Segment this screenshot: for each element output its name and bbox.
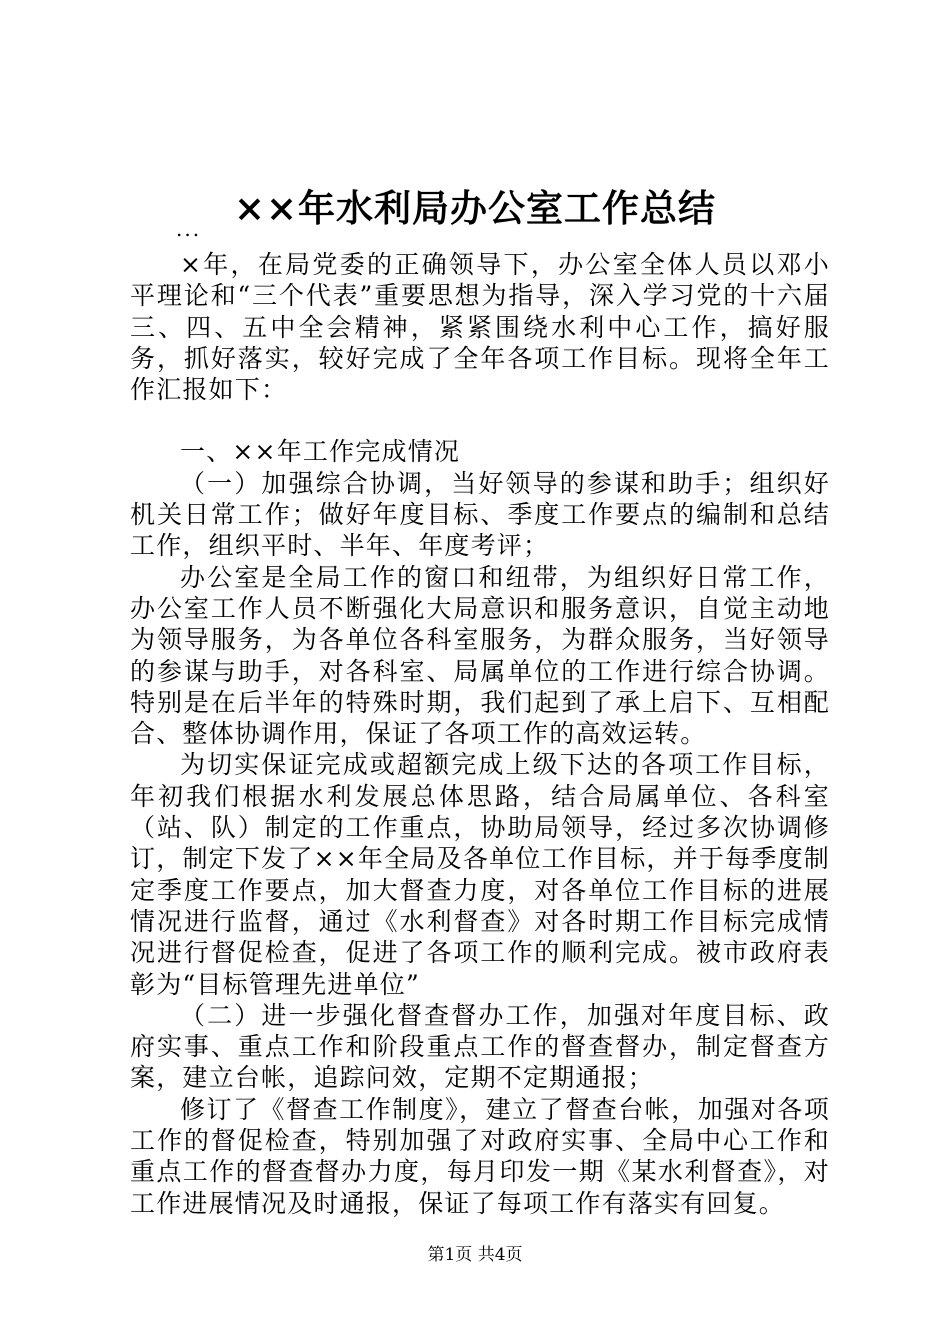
section-heading: 一、××年工作完成情况 xyxy=(180,437,461,467)
paragraph-office-role: 办公室是全局工作的窗口和纽带，为组织好日常工作，办公室工作人员不断强化大局意识和服务意识，自觉主动地为领导服务，为各单位各科室服务，为群众服务，当好领导的参谋与助手，对各科室、局属单位的工作进行综合协调。特别是在后半年的特殊时期，我们起到了承上启下、互相配合、整体协调作用，保证了各项工作的高效运转。 xyxy=(130,562,830,749)
paragraph-targets: 为切实保证完成或超额完成上级下达的各项工作目标，年初我们根据水利发展总体思路，结合局属单位、各科室（站、队）制定的工作重点，协助局领导，经过多次协调修订，制定下发了××年全局及各单位工作目标，并于每季度制定季度工作要点，加大督查力度，对各单位工作目标的进展情况进行监督，通过《水利督查》对各时期工作目标完成情况进行督促检查，促进了各项工作的顺利完成。被市政府表彰为“目标管理先进单位” xyxy=(130,750,830,999)
paragraph-intro: ×年，在局党委的正确领导下，办公室全体人员以邓小平理论和“三个代表”重要思想为指导，深入学习党的十六届三、四、五中全会精神，紧紧围绕水利中心工作，搞好服务，抓好落实，较好完成了全年各项工作目标。现将全年工作汇报如下： xyxy=(130,250,830,405)
page-indicator: 第1页 共4页 xyxy=(427,1245,523,1265)
document-title: ××年水利局办公室工作总结 xyxy=(233,186,716,230)
paragraph-subsection-1: （一）加强综合协调，当好领导的参谋和助手；组织好机关日常工作；做好年度目标、季度工作要点的编制和总结工作，组织平时、半年、年度考评； xyxy=(130,468,830,561)
ellipsis-text: ... xyxy=(176,217,202,241)
paragraph-subsection-2: （二）进一步强化督查督办工作，加强对年度目标、政府实事、重点工作和阶段重点工作的督查督办，制定督查方案，建立台帐，追踪问效，定期不定期通报； xyxy=(130,1000,830,1093)
document-body xyxy=(130,249,830,1219)
paragraph-supervision: 修订了《督查工作制度》，建立了督查台帐，加强对各项工作的督促检查，特别加强了对政府实事、全局中心工作和重点工作的督查督办力度，每月印发一期《某水利督查》，对工作进展情况及时通报，保证了每项工作有落实有回复。 xyxy=(130,1094,830,1218)
